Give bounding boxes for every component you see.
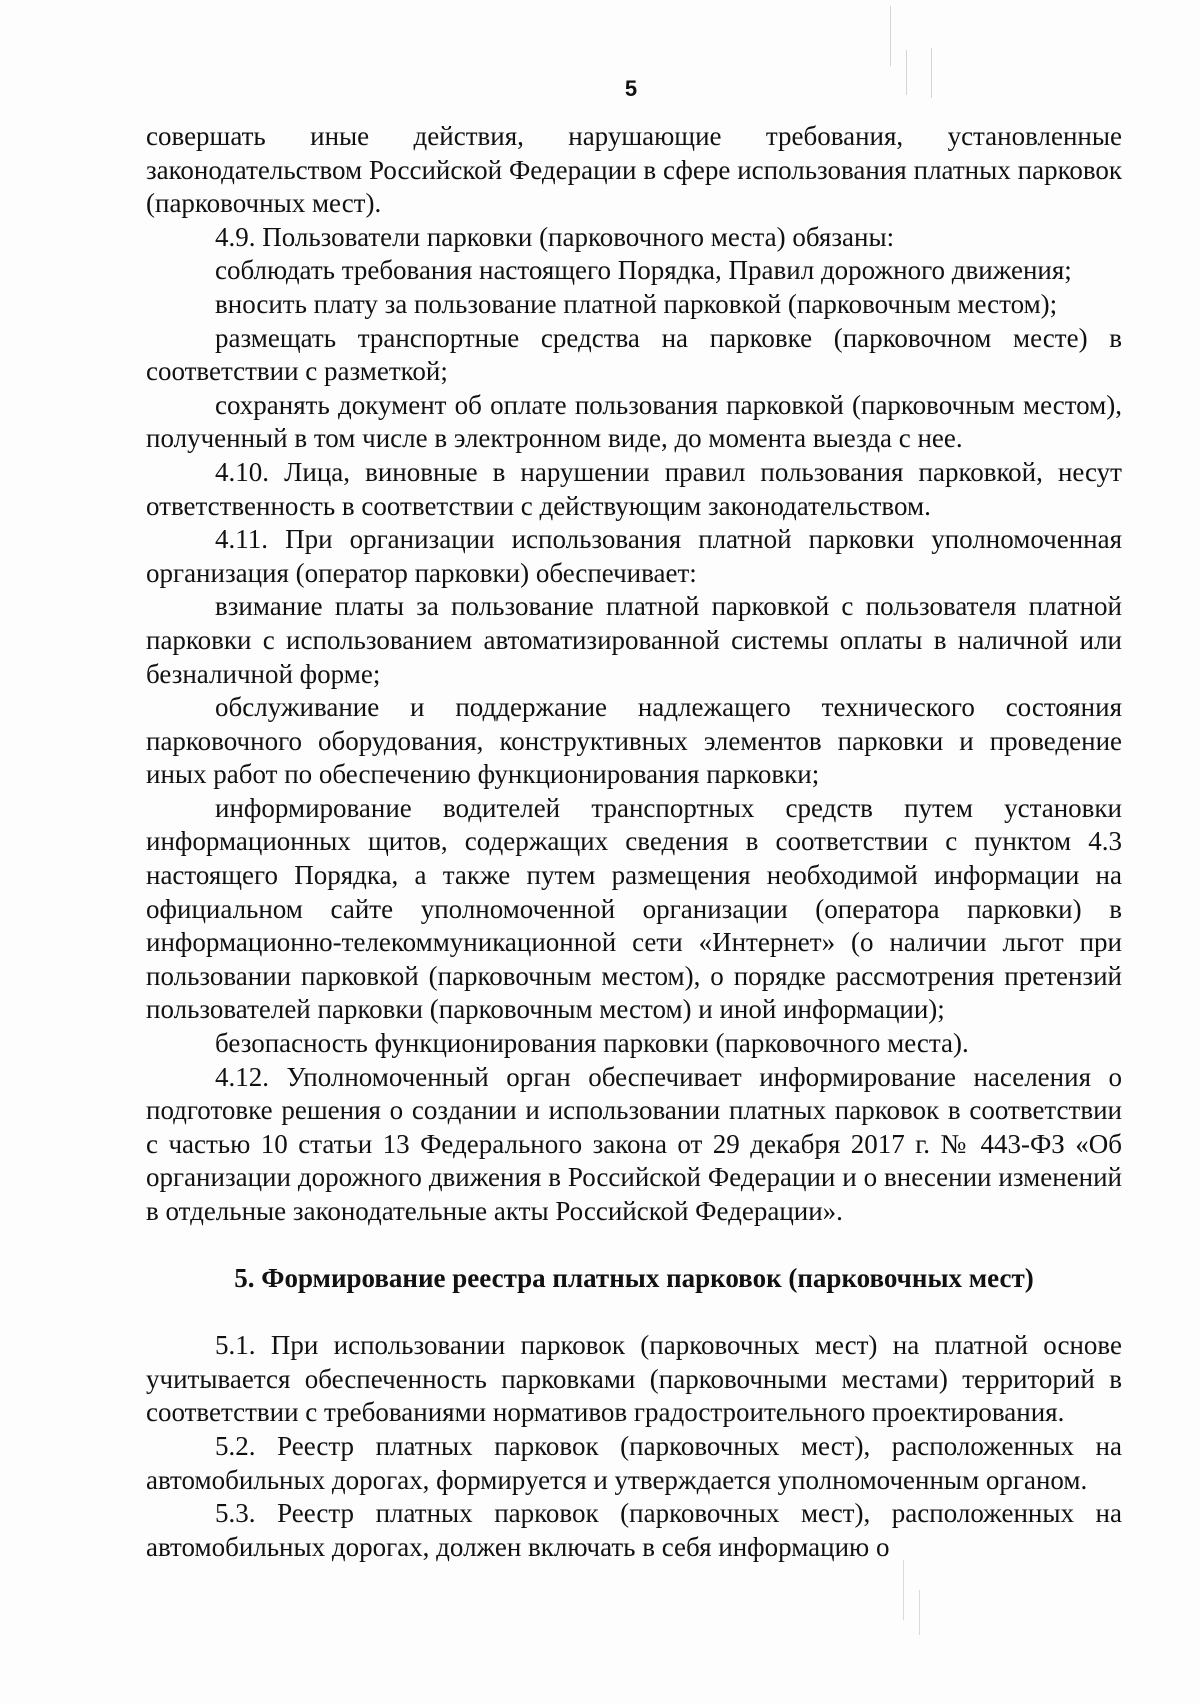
scan-artifact xyxy=(906,50,907,95)
p-4-9-b: вносить плату за пользование платной парковкой (парковочным местом); xyxy=(215,288,1058,319)
p-4-10: 4.10. Лица, виновные в нарушении правил пользования парковкой, несут ответственность в соответствии с действующим законодательством. xyxy=(146,456,1122,521)
document-body xyxy=(146,120,1122,1564)
paragraphs-before-section-5 xyxy=(146,120,1122,1229)
scan-artifact xyxy=(931,48,932,98)
scan-artifact xyxy=(919,1590,920,1635)
p-5-2: 5.2. Реестр платных парковок (парковочных мест), расположенных на автомобильных дорогах, формируется и утверждается уполномоченным органом. xyxy=(146,1430,1122,1495)
scan-artifact xyxy=(903,1560,904,1620)
p-4-11-d: безопасность функционирования парковки (парковочного места). xyxy=(215,1028,969,1059)
p-4-9-c: размещать транспортные средства на парковке (парковочном месте) в соответствии с разметкой; xyxy=(146,322,1122,387)
scan-artifact xyxy=(890,6,891,66)
p-4-9-d: сохранять документ об оплате пользования парковкой (парковочным местом), полученный в том числе в электронном виде, до момента выезда с нее. xyxy=(146,389,1122,454)
p-5-1: 5.1. При использовании парковок (парковочных мест) на платной основе учитывается обеспеченность парковками (парковочными местами) территорий в соответствии с требованиями нормативов градостроительного проектирования. xyxy=(146,1330,1122,1428)
page-number: 5 xyxy=(624,76,638,101)
p-4-11-a: взимание платы за пользование платной парковкой с пользователя платной парковки с использованием автоматизированной системы оплаты в наличной или безналичной форме; xyxy=(146,591,1122,689)
p-4-9: 4.9. Пользователи парковки (парковочного места) обязаны: xyxy=(215,221,895,252)
p-4-11-b: обслуживание и поддержание надлежащего технического состояния парковочного оборудования, конструктивных элементов парковки и проведение иных работ по обеспечению функционирования парковки; xyxy=(146,692,1122,790)
p-5-3: 5.3. Реестр платных парковок (парковочных мест), расположенных на автомобильных дорогах, должен включать в себя информацию о xyxy=(146,1498,1122,1562)
p-4-12: 4.12. Уполномоченный орган обеспечивает информирование населения о подготовке решения о создании и использовании платных парковок в соответствии с частью 10 статьи 13 Федерального закона от 29 декабря 2017 г. № 443-ФЗ «Об организации дорожного движения в Российской Федерации и о внесении изменений в отдельные законодательные акты Российской Федерации». xyxy=(146,1061,1122,1226)
section-heading: 5. Формирование реестра платных парковок (парковочных мест) xyxy=(234,1262,1034,1293)
p-4-11-c: информирование водителей транспортных средств путем установки информационных щитов, содержащих сведения в соответствии с пунктом 4.3 настоящего Порядка, а также путем размещения необходимой информации на официальном сайте уполномоченной организации (оператора парковки) в информационно-телекоммуникационной сети «Интернет» (о наличии льгот при пользовании парковкой (парковочным местом), о порядке рассмотрения претензий пользователей парковки (парковочным местом) и иной информации); xyxy=(146,792,1122,1025)
p-continuation: совершать иные действия, нарушающие требования, установленные законодательством Российской Федерации в сфере использования платных парковок (парковочных мест). xyxy=(146,121,1122,219)
p-4-11: 4.11. При организации использования платной парковки уполномоченная организация (оператор парковки) обеспечивает: xyxy=(146,524,1122,588)
p-4-9-a: соблюдать требования настоящего Порядка, Правил дорожного движения; xyxy=(215,255,1072,286)
paragraphs-section-5 xyxy=(146,1329,1122,1564)
